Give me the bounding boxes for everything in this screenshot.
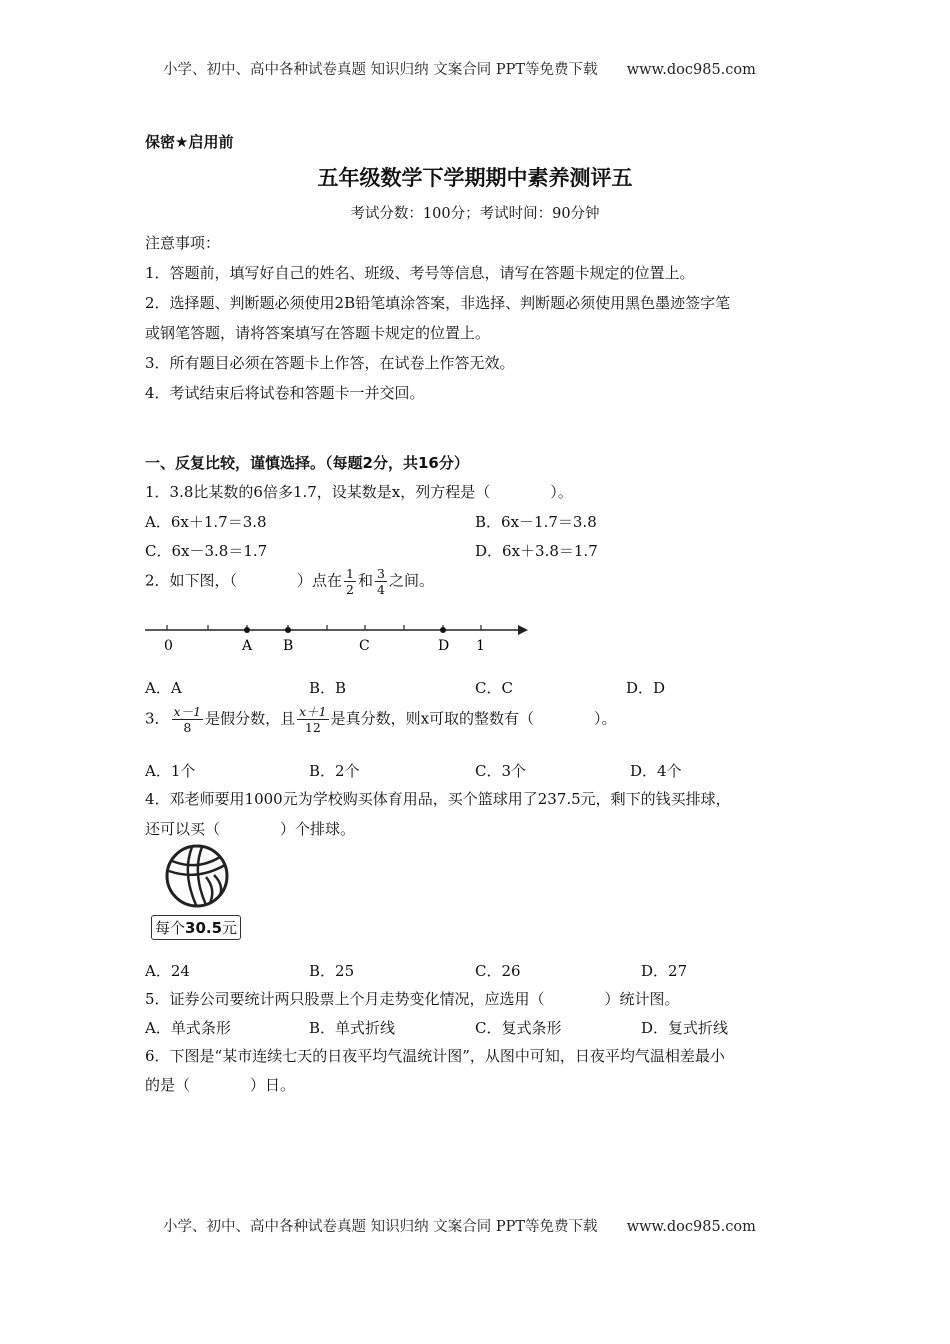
q2-option-c: C．C [475,679,513,697]
fraction-numerator: 3 [377,566,385,581]
fraction-numerator: 1 [346,566,354,581]
q3-stem-post: 是真分数，则x可取的整数有（ ）。 [330,709,617,728]
price-tag-value: 30.5 [185,919,223,937]
fraction-numerator: x＋1 [299,704,327,719]
note-item: 1．答题前，填写好自己的姓名、班级、考号等信息，请写在答题卡规定的位置上。 [145,264,695,282]
header-text: 小学、初中、高中各种试卷真题 知识归纳 文案合同 PPT等免费下载 [163,62,598,78]
note-item: 2．选择题、判断题必须使用2B铅笔填涂答案，非选择、判断题必须使用黑色墨迹签字笔 [145,294,731,312]
q3-stem-pre: 3． [145,709,170,728]
q1-option-a: A．6x＋1.7＝3.8 [145,513,267,531]
q5-option-b: B．单式折线 [309,1019,396,1037]
q1-option-c: C．6x－3.8＝1.7 [145,542,268,560]
fraction [375,566,387,597]
header-url: www.doc985.com [626,62,756,78]
q4-option-b: B．25 [309,962,355,980]
q4-option-d: D．27 [641,962,688,980]
q4-option-c: C．26 [475,962,521,980]
price-tag [151,915,241,940]
exam-info: 考试分数：100分；考试时间：90分钟 [350,206,600,222]
arrow-icon [518,625,528,635]
footer-text: 小学、初中、高中各种试卷真题 知识归纳 文案合同 PPT等免费下载 [163,1219,598,1235]
q2-stem-mid: 和 [358,571,374,590]
question-4-line-1: 4．邓老师要用1000元为学校购买体育用品，买个篮球用了237.5元，剩下的钱买排球， [145,790,731,808]
price-tag-prefix: 每个 [155,919,186,937]
page-header [163,58,756,79]
fraction-denominator: 2 [346,582,354,597]
note-item: 或钢笔答题，请将答案填写在答题卡规定的位置上。 [145,324,491,342]
point-b [285,627,291,633]
point-a [244,627,250,633]
label-zero: 0 [164,638,173,654]
page-title: 五年级数学下学期期中素养测评五 [317,166,633,190]
label-b: B [283,638,294,654]
fraction-numerator: x－1 [173,704,202,719]
q2-stem-pre: 2．如下图，（ ）点在 [145,571,343,590]
fraction-denominator: 8 [183,720,192,735]
fraction [344,566,356,597]
q2-stem-post: 之间。 [388,571,434,590]
notes-heading: 注意事项： [145,234,221,252]
q1-option-d: D．6x＋3.8＝1.7 [475,542,598,560]
fraction-denominator: 12 [304,720,321,735]
label-one: 1 [476,638,485,654]
q4-option-a: A．24 [145,962,190,980]
label-c: C [359,638,370,654]
q5-option-d: D．复式折线 [641,1019,729,1037]
question-5-stem: 5．证券公司要统计两只股票上个月走势变化情况，应选用（ ）统计图。 [145,990,680,1008]
q1-option-b: B．6x－1.7＝3.8 [475,513,597,531]
question-1-stem: 1．3.8比某数的6倍多1.7，设某数是x，列方程是（ ）。 [145,483,573,501]
page-footer [163,1215,756,1236]
volleyball-icon [162,843,234,913]
footer-url: www.doc985.com [626,1219,756,1235]
price-tag-unit: 元 [222,919,238,937]
question-4-line-2: 还可以买（ ）个排球。 [145,820,356,838]
q2-option-a: A．A [145,679,182,697]
question-6-line-1: 6．下图是“某市连续七天的日夜平均气温统计图”，从图中可知，日夜平均气温相差最小 [145,1047,725,1065]
point-d [440,627,446,633]
question-3-stem [145,704,617,735]
q5-option-c: C．复式条形 [475,1019,562,1037]
section-heading: 一、反复比较，谨慎选择。（每题2分，共16分） [145,454,469,472]
q5-option-a: A．单式条形 [145,1019,231,1037]
q3-option-c: C．3个 [475,762,527,780]
q2-option-b: B．B [309,679,347,697]
fraction-denominator: 4 [377,582,385,597]
note-item: 3．所有题目必须在答题卡上作答，在试卷上作答无效。 [145,354,515,372]
question-6-line-2: 的是（ ）日。 [145,1076,296,1094]
q3-stem-mid: 是假分数，且 [205,709,296,728]
q3-option-d: D．4个 [630,762,682,780]
number-line [140,618,540,658]
confidential-mark: 保密★启用前 [145,133,234,151]
fraction [172,704,204,735]
label-d: D [438,638,450,654]
fraction [297,704,329,735]
q3-option-a: A．1个 [145,762,196,780]
question-2-stem [145,566,434,597]
q2-option-d: D．D [626,679,666,697]
note-item: 4．考试结束后将试卷和答题卡一并交回。 [145,384,425,402]
label-a: A [242,638,253,654]
q3-option-b: B．2个 [309,762,360,780]
